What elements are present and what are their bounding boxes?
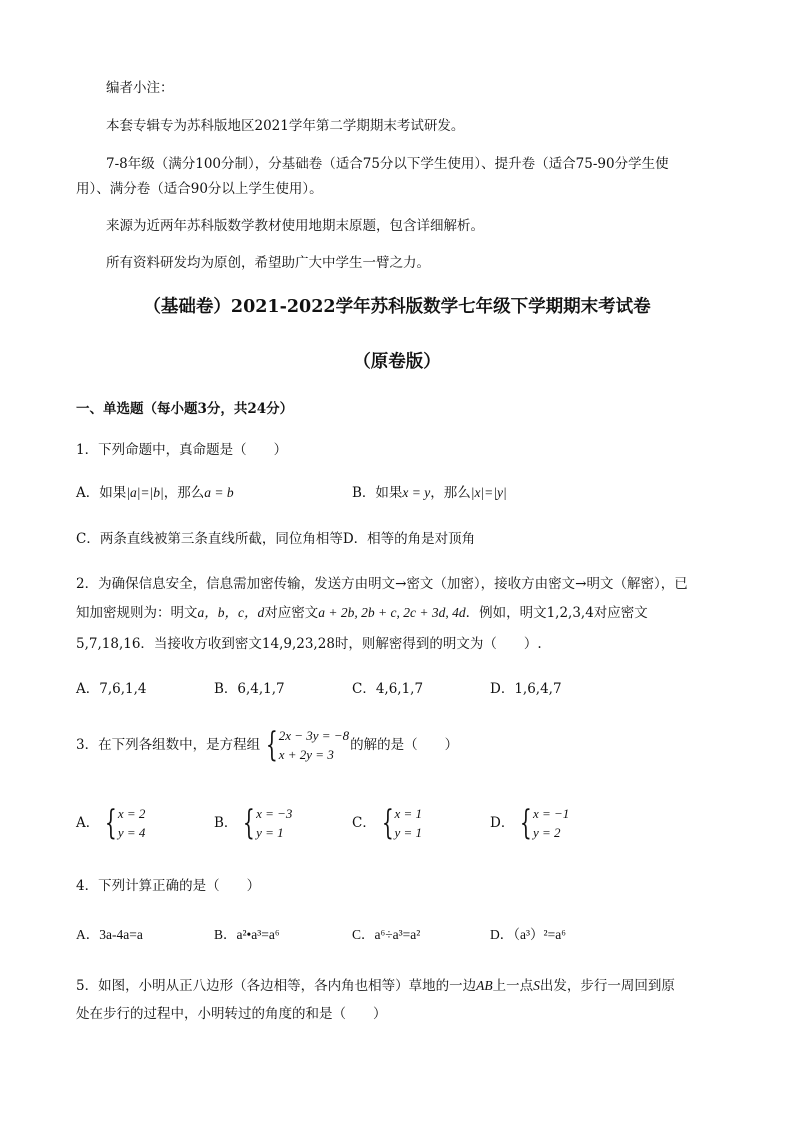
q1-a-mid: ，那么 <box>163 485 205 501</box>
q3-c-label: C． <box>352 815 376 831</box>
q1-b-prefix: B．如果 <box>352 485 403 501</box>
q1-b-mid: ，那么 <box>430 485 471 501</box>
note-heading: 编者小注： <box>106 80 174 96</box>
q3-b-x: x = −3 <box>256 806 293 821</box>
q3-a-brace-icon: { <box>105 803 118 843</box>
question-2-line-1: 2．为确保信息安全，信息需加密传输，发送方由明文→密文（加密），接收方由密文→明文（解密），已 <box>76 576 688 592</box>
question-4-stem: 4．下列计算正确的是（ ） <box>76 878 261 894</box>
q5-line-1-suffix: 出发，步行一周回到原 <box>539 978 675 994</box>
q3-b-y: y = 1 <box>256 825 284 840</box>
question-3-option-c <box>352 804 423 842</box>
q5-segment-ab: AB <box>476 978 493 993</box>
q2-line-2-mid: 对应密文 <box>264 605 319 621</box>
q1-a-math: |a|=|b| <box>126 485 164 500</box>
q3-equation-2: x + 2y = 3 <box>278 747 334 762</box>
question-3-option-b <box>214 804 293 842</box>
question-2-option-b: B．6,4,1,7 <box>214 681 285 697</box>
question-1-option-b <box>352 484 507 502</box>
question-1-stem: 1．下列命题中，真命题是（ ） <box>76 442 288 458</box>
q3-c-brace-icon: { <box>381 803 394 843</box>
q2-cipher-formula: a + 2b, 2b + c, 2c + 3d, 4d <box>318 605 466 620</box>
question-4-option-d: D．（a³）²=a⁶ <box>490 927 566 942</box>
note-paragraph-3: 来源为近两年苏科版数学教材使用地期末原题，包含详细解析。 <box>106 218 484 234</box>
q3-c-y: y = 1 <box>394 825 423 840</box>
question-3-option-a <box>76 804 146 842</box>
q3-a-y: y = 4 <box>117 825 146 840</box>
q1-b-math2: |x|=|y| <box>470 485 507 500</box>
q3-b-system <box>238 804 292 842</box>
q3-a-x: x = 2 <box>117 806 146 821</box>
q2-line-2-prefix: 知加密规则为：明文 <box>76 605 198 621</box>
page-title: （基础卷）2021-2022学年苏科版数学七年级下学期期末考试卷 <box>143 297 651 317</box>
question-5-line-1 <box>76 977 675 995</box>
q3-brace-icon: { <box>265 725 278 765</box>
q3-a-label: A． <box>76 815 100 831</box>
question-1-options-c-d: C．两条直线被第三条直线所截，同位角相等D．相等的角是对顶角 <box>76 531 476 547</box>
q3-d-x: x = −1 <box>532 806 570 821</box>
q3-b-brace-icon: { <box>243 803 256 843</box>
q2-line-2-suffix: ．例如，明文1,2,3,4对应密文 <box>465 605 648 621</box>
question-1-option-a <box>76 484 234 502</box>
q1-b-math: x = y <box>402 485 431 500</box>
question-2-option-d: D．1,6,4,7 <box>490 681 562 697</box>
question-2-line-2 <box>76 604 648 622</box>
q3-equation-system <box>261 726 349 764</box>
question-2-line-3: 5,7,18,16．当接收方收到密文14,9,23,28时，则解密得到的明文为（ ）. <box>76 636 542 652</box>
q3-d-y: y = 2 <box>532 825 561 840</box>
q3-c-x: x = 1 <box>394 806 423 821</box>
q5-line-1-mid: 上一点 <box>492 978 534 994</box>
q3-c-system <box>377 804 422 842</box>
question-4-option-c: C．a⁶÷a³=a² <box>352 927 421 942</box>
note-paragraph-4: 所有资料研发均为原创，希望助广大中学生一臂之力。 <box>106 255 430 271</box>
q5-point-s: S <box>533 978 540 993</box>
question-3-option-d <box>490 804 570 842</box>
question-2-option-a: A．7,6,1,4 <box>76 681 147 697</box>
note-paragraph-2-line-2: 用）、满分卷（适合90分以上学生使用）。 <box>76 181 323 197</box>
q3-d-system <box>515 804 569 842</box>
q3-d-brace-icon: { <box>520 803 533 843</box>
q5-line-1-prefix: 5．如图，小明从正八边形（各边相等，各内角也相等）草地的一边 <box>76 978 477 994</box>
q3-d-label: D． <box>490 815 515 831</box>
question-4-option-a: A．3a-4a=a <box>76 927 143 942</box>
question-5-line-2: 处在步行的过程中，小明转过的角度的和是（ ） <box>76 1006 387 1022</box>
q3-equation-1: 2x − 3y = −8 <box>278 728 350 743</box>
q3-stem-suffix: 的解的是（ ） <box>350 737 459 753</box>
page-subtitle: （原卷版） <box>353 352 441 372</box>
note-paragraph-1: 本套专辑专为苏科版地区2021学年第二学期期末考试研发。 <box>106 118 465 134</box>
question-2-option-c: C．4,6,1,7 <box>352 681 424 697</box>
q3-stem-prefix: 3．在下列各组数中，是方程组 <box>76 737 261 753</box>
q2-variables: a，b，c，d <box>197 605 265 620</box>
note-paragraph-2-line-1: 7-8年级（满分100分制），分基础卷（适合75分以下学生使用）、提升卷（适合75-90分学生使 <box>106 156 669 172</box>
q3-b-label: B． <box>214 815 238 831</box>
q1-a-prefix: A．如果 <box>76 485 127 501</box>
q3-a-system <box>100 804 145 842</box>
section-heading-single-choice: 一、单选题（每小题3分，共24分） <box>76 401 294 417</box>
question-4-option-b: B．a²•a³=a⁶ <box>214 927 280 942</box>
question-3-stem <box>76 726 458 764</box>
q1-a-math2: a = b <box>204 485 234 500</box>
